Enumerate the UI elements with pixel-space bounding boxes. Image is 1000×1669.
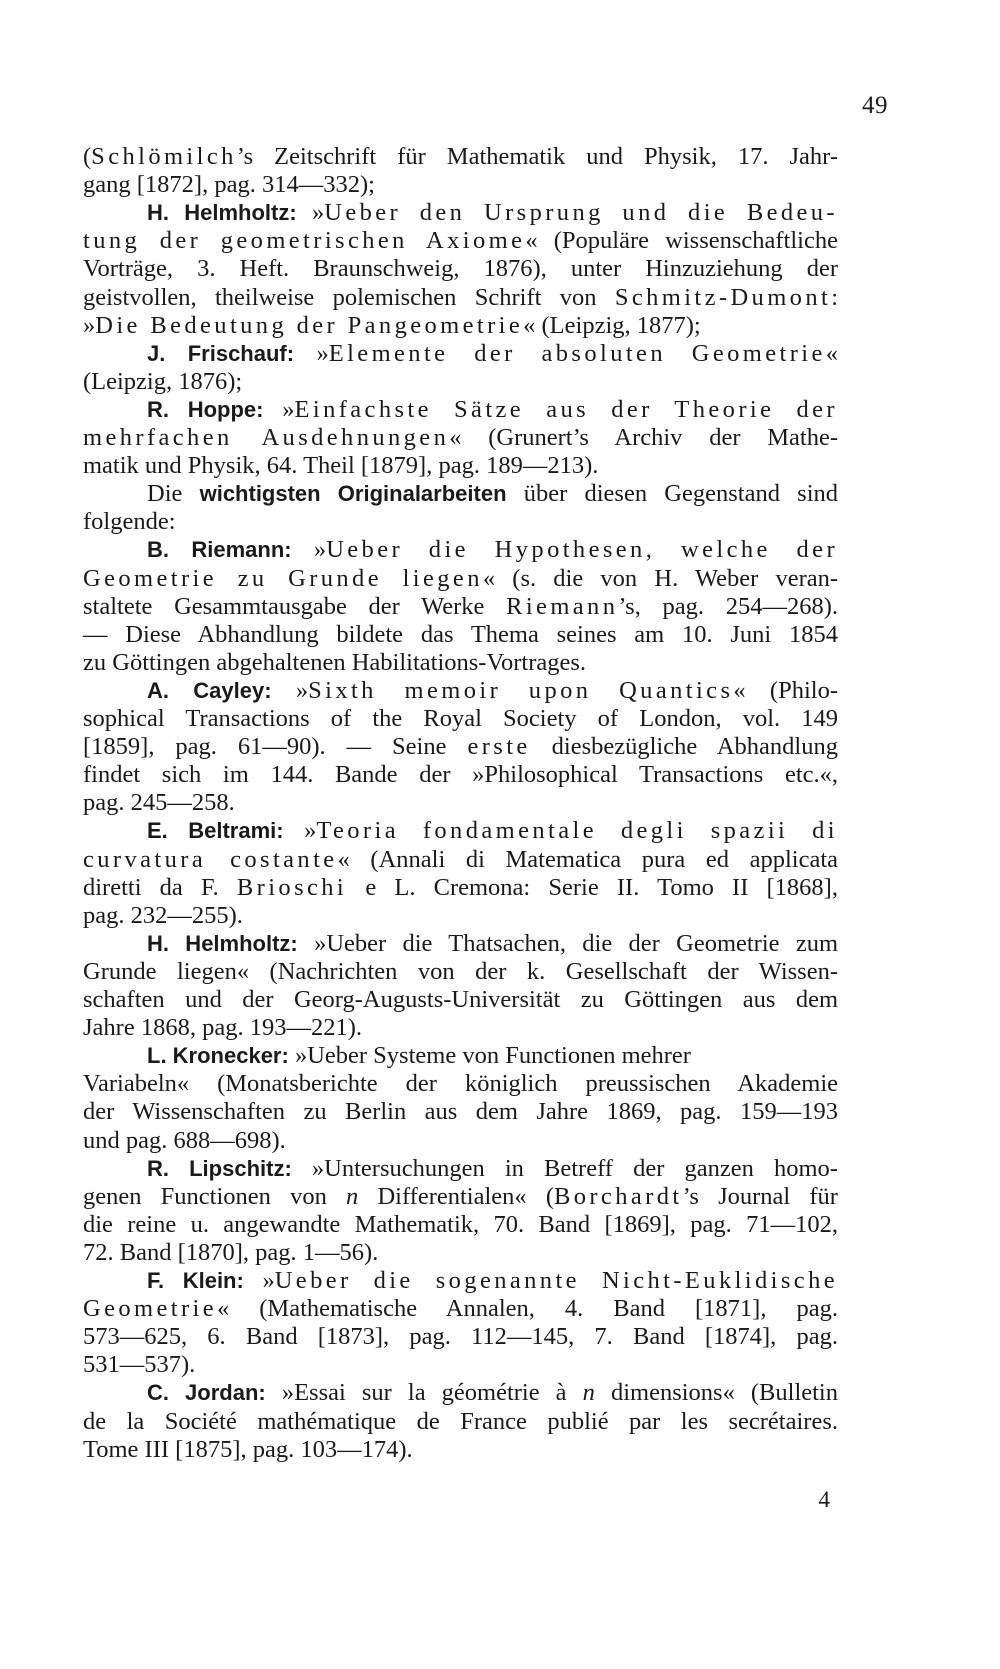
text-line bbox=[83, 1126, 286, 1156]
text-span: : bbox=[831, 283, 838, 311]
text-span: Jahre 1868, pag. 193—221). bbox=[83, 1014, 362, 1042]
spaced-title: Elemente der absoluten Geometrie bbox=[328, 339, 826, 367]
text-line bbox=[147, 1154, 838, 1184]
spaced-title: Ueber die sogenannte Nicht-Euklidische bbox=[274, 1267, 839, 1294]
text-span: — Diese Abhandlung bildete das Thema seines am 10. Juni 1854 bbox=[83, 620, 838, 648]
text-line bbox=[83, 367, 242, 397]
text-span: Grunde liegen« (Nachrichten von der k. Gesellschaft der Wissen- bbox=[83, 957, 838, 985]
text-span: pag. 232—255). bbox=[83, 901, 243, 929]
text-line bbox=[147, 198, 838, 228]
spaced-title: Die Bedeutung der Pangeometrie bbox=[95, 311, 524, 339]
text-line bbox=[83, 788, 235, 818]
text-span: 573—625, 6. Band [1873], pag. 112—145, 7. Band [1874], pag. bbox=[83, 1323, 838, 1351]
author-name: R. Lipschitz: bbox=[147, 1155, 292, 1181]
text-span: diesbezügliche Abhandlung bbox=[530, 733, 838, 761]
text-span: ’s Journal für bbox=[682, 1182, 838, 1210]
spaced-title: Riemann bbox=[506, 592, 619, 620]
text-span: gang [1872], pag. 314—332); bbox=[83, 171, 375, 199]
text-span: n bbox=[346, 1182, 359, 1210]
text-span: Vorträge, 3. Heft. Braunschweig, 1876), unter Hinzuziehung der bbox=[83, 255, 838, 283]
text-span: « bbox=[825, 339, 839, 367]
text-span: (Leipzig, 1876); bbox=[83, 367, 243, 395]
text-line bbox=[147, 1266, 838, 1296]
text-span: » bbox=[296, 199, 325, 227]
text-line bbox=[83, 648, 586, 678]
text-line bbox=[83, 311, 701, 341]
text-span: diretti da F. bbox=[83, 873, 237, 901]
text-line bbox=[83, 1069, 838, 1099]
author-name: wichtigsten Originalarbeiten bbox=[199, 481, 507, 507]
text-span: e L. Cremona: Serie II. Tomo II [1868], bbox=[347, 873, 838, 901]
text-line bbox=[83, 226, 838, 256]
text-line bbox=[147, 1378, 838, 1408]
text-span: matik und Physik, 64. Theil [1879], pag. 189—213). bbox=[83, 452, 599, 480]
spaced-title: Schmitz-Dumont bbox=[614, 283, 832, 311]
text-span: und pag. 688—698). bbox=[83, 1126, 286, 1154]
text-line bbox=[83, 507, 176, 537]
spaced-title: Schlömilch bbox=[91, 143, 237, 170]
spaced-title: Geometrie bbox=[83, 1295, 217, 1323]
spaced-title: curvatura costante bbox=[83, 845, 338, 873]
spaced-title: Sixth memoir upon Quantics bbox=[308, 676, 734, 704]
text-span: « (Leipzig, 1877); bbox=[523, 311, 701, 339]
author-name: A. Cayley: bbox=[147, 677, 272, 703]
text-span: « ( bbox=[449, 424, 497, 451]
text-line bbox=[83, 142, 838, 172]
text-span: [1859], pag. 61—90). — Seine bbox=[83, 733, 468, 761]
text-span: ’s Archiv der Mathe- bbox=[572, 424, 839, 451]
text-line bbox=[83, 1435, 413, 1465]
spaced-title: Brioschi bbox=[236, 873, 348, 901]
author-name: R. Hoppe: bbox=[147, 396, 264, 422]
text-span: schaften und der Georg-Augusts-Universität zu Göttingen aus dem bbox=[83, 986, 839, 1013]
text-line bbox=[83, 283, 838, 313]
text-span: » bbox=[291, 536, 327, 564]
text-line bbox=[83, 732, 838, 762]
text-span: » bbox=[243, 1267, 275, 1294]
text-span: ’s, pag. 254—268). bbox=[618, 592, 838, 620]
text-span: « (Annali di Matematica pura ed applicata bbox=[337, 845, 839, 873]
text-span: genen Functionen von bbox=[83, 1182, 347, 1210]
text-line bbox=[147, 339, 838, 369]
text-line bbox=[83, 957, 838, 987]
spaced-title: Ueber die Hypothesen, welche der bbox=[326, 536, 839, 564]
text-line bbox=[83, 254, 838, 284]
author-name: F. Klein: bbox=[147, 1268, 244, 1293]
spaced-title: Ueber den Ursprung und die Bedeu- bbox=[324, 199, 839, 227]
text-line bbox=[147, 395, 838, 425]
text-span: zu Göttingen abgehaltenen Habilitations-Vortrages. bbox=[83, 648, 587, 676]
text-line bbox=[83, 704, 838, 734]
text-line bbox=[83, 564, 838, 594]
spaced-title: Borchardt bbox=[553, 1182, 683, 1210]
text-span: »Essai sur la géométrie à bbox=[265, 1379, 583, 1407]
text-line bbox=[83, 1210, 838, 1240]
author-name: E. Beltrami: bbox=[147, 818, 284, 844]
text-span: »Ueber die Thatsachen, die der Geometrie zum bbox=[297, 929, 839, 957]
author-name: B. Riemann: bbox=[147, 537, 292, 563]
text-span: 531—537). bbox=[83, 1351, 196, 1379]
spaced-title: mehrfachen Ausdehnungen bbox=[83, 424, 450, 451]
text-line bbox=[147, 535, 838, 565]
author-name: C. Jordan: bbox=[147, 1380, 266, 1406]
text-span: pag. 245—258. bbox=[83, 789, 235, 817]
spaced-title: Geometrie zu Grunde liegen bbox=[83, 564, 483, 592]
text-line bbox=[83, 1013, 362, 1043]
text-line bbox=[83, 985, 838, 1015]
text-span: geistvollen, theilweise polemischen Schrift von bbox=[83, 283, 615, 311]
text-span: Differentialen« ( bbox=[358, 1182, 554, 1210]
author-name: L. Kronecker: bbox=[147, 1043, 289, 1069]
text-span: sophical Transactions of the Royal Society of London, vol. 149 bbox=[83, 705, 839, 732]
text-line bbox=[83, 1097, 838, 1127]
text-span: staltete Gesammtausgabe der Werke bbox=[83, 592, 507, 620]
text-span: de la Société mathématique de France publié par les secrétaires. bbox=[83, 1407, 838, 1435]
text-line bbox=[83, 1182, 838, 1212]
text-line bbox=[83, 845, 838, 875]
text-span: » bbox=[83, 311, 96, 339]
text-line bbox=[83, 1407, 838, 1437]
text-span: ( bbox=[83, 143, 92, 170]
author-name: H. Helmholtz: bbox=[147, 200, 297, 226]
text-span: n bbox=[582, 1379, 595, 1407]
spaced-title: Einfachste Sätze aus der Theorie der bbox=[294, 395, 838, 423]
spaced-title: tung der geometrischen Axiome bbox=[83, 227, 526, 255]
text-span: 72. Band [1870], pag. 1—56). bbox=[83, 1238, 379, 1266]
text-span: ’s Zeitschrift für Mathematik und Physik, 17. Jahr- bbox=[236, 143, 838, 170]
text-line bbox=[83, 592, 838, 622]
text-span: folgende: bbox=[83, 508, 176, 536]
text-span: der Wissenschaften zu Berlin aus dem Jahre 1869, pag. 159—193 bbox=[83, 1098, 838, 1126]
text-span: Grunert bbox=[496, 424, 573, 451]
text-span: » bbox=[283, 817, 317, 845]
text-line bbox=[147, 929, 838, 959]
text-span: « (s. die von H. Weber veran- bbox=[482, 564, 839, 592]
text-line bbox=[83, 423, 838, 453]
spaced-title: erste bbox=[467, 733, 531, 761]
text-span: « (Philo- bbox=[733, 676, 838, 704]
text-span: Tome III [1875], pag. 103—174). bbox=[83, 1435, 413, 1463]
text-span: dimensions« (Bulletin bbox=[594, 1379, 838, 1407]
text-span: »Ueber Systeme von Functionen mehrer bbox=[288, 1042, 691, 1070]
text-span: »Untersuchungen in Betreff der ganzen homo- bbox=[291, 1154, 838, 1182]
text-line bbox=[147, 816, 838, 846]
text-line bbox=[83, 1322, 838, 1352]
text-span: findet sich im 144. Bande der »Philosophical Transactions etc.«, bbox=[83, 761, 839, 789]
text-line bbox=[83, 620, 838, 650]
text-line bbox=[83, 760, 838, 790]
text-span: Die bbox=[147, 480, 200, 508]
page-number: 49 bbox=[862, 92, 888, 119]
text-line bbox=[147, 479, 838, 509]
text-span: Variabeln« (Monatsberichte der königlich preussischen Akademie bbox=[83, 1070, 838, 1098]
text-span: » bbox=[271, 676, 309, 704]
text-line bbox=[147, 676, 838, 706]
text-line bbox=[83, 1350, 195, 1380]
author-name: J. Frischauf: bbox=[147, 340, 295, 366]
text-line bbox=[147, 1041, 691, 1071]
author-name: H. Helmholtz: bbox=[147, 930, 298, 956]
text-span: » bbox=[263, 395, 295, 423]
text-line bbox=[83, 1238, 378, 1268]
spaced-title: Teoria fondamentale degli spazii di bbox=[316, 817, 838, 845]
text-span: die reine u. angewandte Mathematik, 70. Band [1869], pag. 71—102, bbox=[83, 1210, 838, 1238]
text-line bbox=[83, 873, 838, 903]
text-line bbox=[83, 901, 243, 931]
text-line bbox=[83, 1294, 838, 1324]
text-line bbox=[83, 451, 598, 481]
text-span: über diesen Gegenstand sind bbox=[506, 480, 838, 508]
text-line bbox=[83, 170, 375, 200]
signature-mark: 4 bbox=[818, 1487, 830, 1512]
text-span: » bbox=[294, 339, 329, 367]
text-span: « (Populäre wissenschaftliche bbox=[525, 227, 838, 255]
text-span: « (Mathematische Annalen, 4. Band [1871], pag. bbox=[217, 1295, 838, 1323]
